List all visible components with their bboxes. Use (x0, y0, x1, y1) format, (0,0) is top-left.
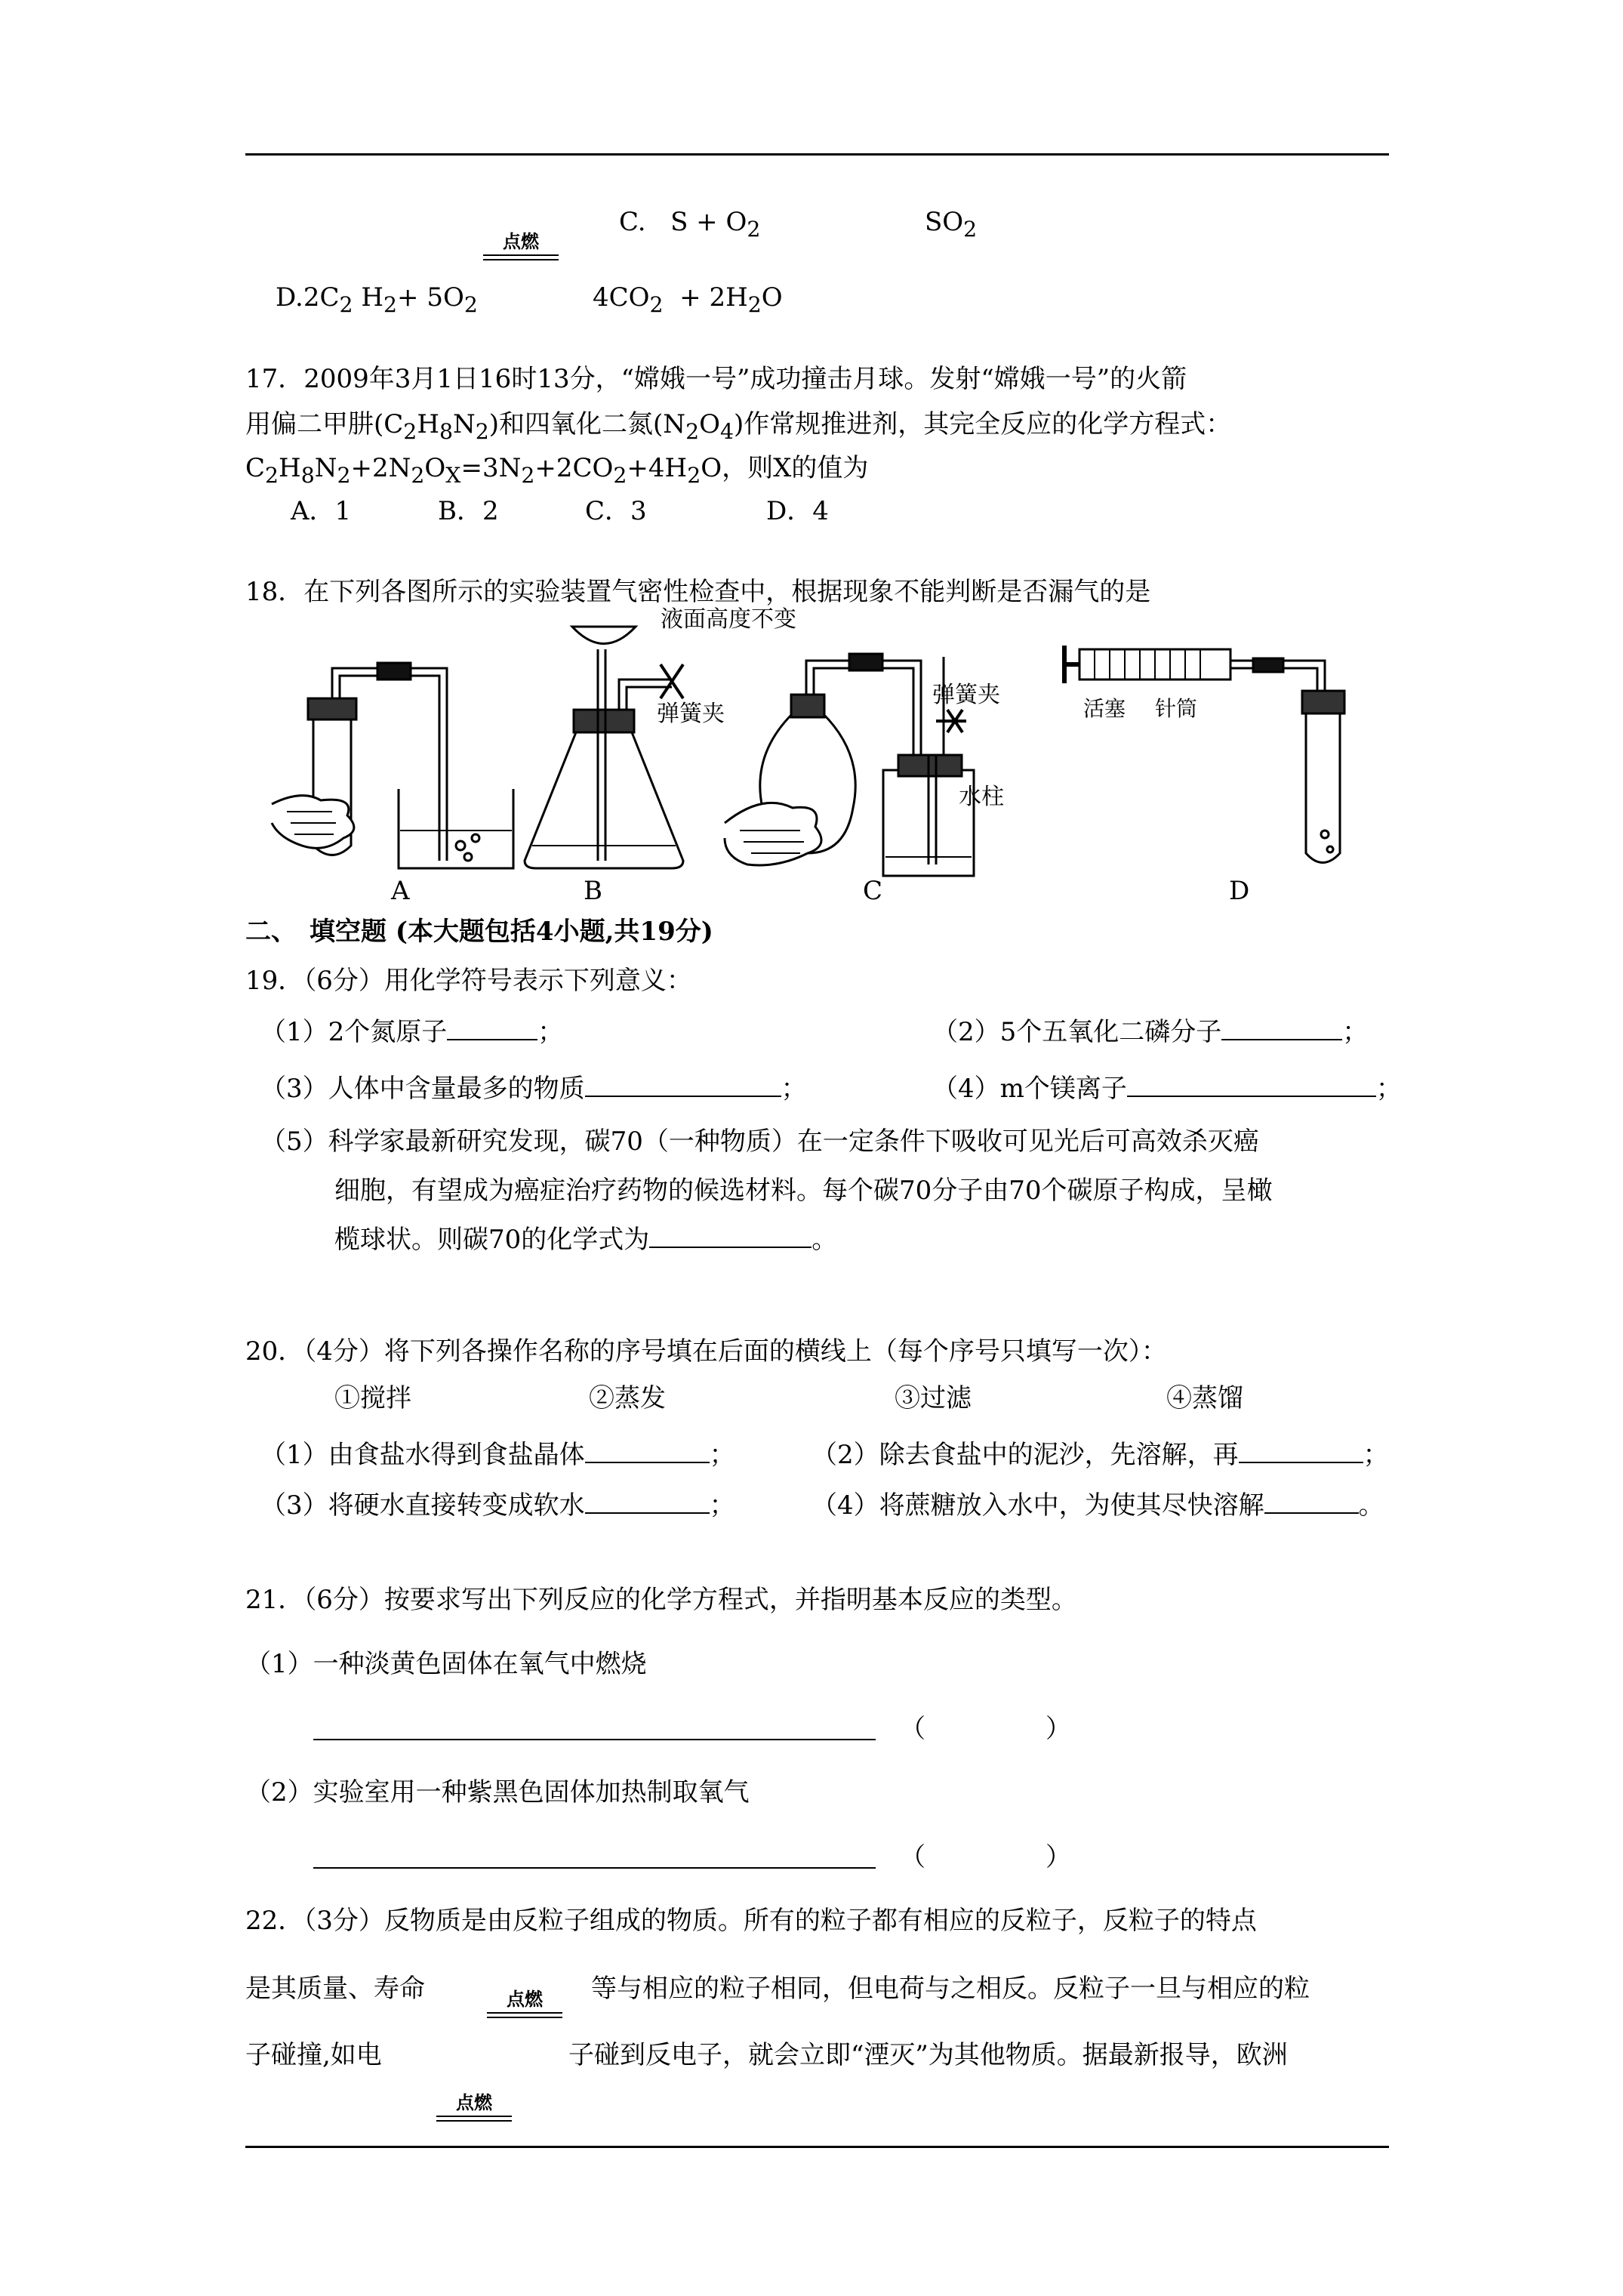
text: )作常规推进剂，其完全反应的化学方程式： (734, 409, 1232, 439)
item-text: 榄球状。则碳70的化学式为 (334, 1225, 650, 1255)
q17-line3 (245, 451, 868, 492)
q21-item2: （2）实验室用一种紫黑色固体加热制取氧气 (245, 1777, 750, 1808)
q22-line2-b: 等与相应的粒子相同，但电荷与之相反。反粒子一旦与相应的粒 (591, 1974, 1310, 2004)
item-text: （2）5个五氧化二磷分子 (932, 1017, 1222, 1047)
item-text: （4）m个镁离子 (932, 1074, 1127, 1104)
q18-stem: 18．在下列各图所示的实验装置气密性检查中，根据现象不能判断是否漏气的是 (245, 577, 1151, 607)
subscript: 2 (649, 291, 664, 317)
fire-condition-label: 点燃 (456, 2091, 492, 2113)
q20-item1 (260, 1438, 735, 1472)
fig-label-a: A (391, 876, 410, 906)
q17-line2 (245, 408, 1231, 448)
q20-stem: 20．（4分）将下列各操作名称的序号填在后面的横线上（每个序号只填写一次）： (245, 1336, 1167, 1367)
subscript: 2 (337, 462, 351, 488)
subscript: 4 (719, 418, 734, 444)
text: +2N (350, 453, 411, 483)
q19-item5-line3 (334, 1223, 837, 1256)
text: )和四氧化二氮(N (488, 409, 686, 439)
answer-blank[interactable] (585, 1439, 710, 1463)
option-d-label: D. (276, 282, 303, 313)
q16-option-d-products (593, 281, 783, 322)
punct: 。 (1358, 1490, 1384, 1521)
equal-sign-bar (487, 2012, 562, 2018)
punct: ； (709, 1440, 735, 1470)
fig-label-c: C (863, 876, 883, 906)
subscript: 2 (475, 418, 489, 444)
q16-option-c-product (925, 205, 977, 246)
punct: ； (709, 1490, 735, 1521)
q17-option-c: C．3 (585, 496, 647, 526)
fig-b-note: 液面高度不变 (661, 606, 796, 633)
subscript: 2 (463, 291, 478, 317)
punct: ； (781, 1074, 807, 1104)
q19-item5-line1: （5）科学家最新研究发现，碳70（一种物质）在一定条件下吸收可见光后可高效杀灭癌 (260, 1126, 1259, 1157)
q21-paren-open-1: （ (900, 1714, 925, 1744)
apparatus-b (525, 627, 683, 868)
fig-d-barrel-label: 针筒 (1155, 696, 1198, 721)
q21-paren-close-1: ） (1046, 1714, 1071, 1744)
q22-line1: 22．（3分）反物质是由反粒子组成的物质。所有的粒子都有相应的反粒子，反粒子的特点 (245, 1906, 1257, 1936)
item-text: （2）除去食盐中的泥沙，先溶解，再 (812, 1440, 1239, 1470)
formula-part: 4CO (593, 282, 650, 313)
q19-stem: 19．（6分）用化学符号表示下列意义： (245, 966, 692, 996)
q17-option-b: B．2 (438, 496, 499, 526)
q20-choice-2: ②蒸发 (589, 1383, 666, 1413)
q22-line3-b: 子碰到反电子，就会立即“湮灭”为其他物质。据最新报导，欧洲 (568, 2040, 1288, 2070)
equal-sign-bar (436, 2116, 512, 2122)
q20-item2 (812, 1438, 1389, 1472)
apparatus-d (1064, 646, 1344, 863)
fig-label-b: B (584, 876, 602, 906)
q19-item5-line2: 细胞，有望成为癌症治疗药物的候选材料。每个碳70分子由70个碳原子构成，呈橄 (334, 1176, 1273, 1206)
subscript: 2 (747, 216, 761, 242)
equal-sign-bar (483, 254, 559, 260)
option-c-product: SO (925, 207, 964, 237)
text: H (417, 409, 439, 439)
text: O，则X的值为 (701, 453, 869, 483)
q20-item3 (260, 1489, 735, 1522)
header-rule (245, 153, 1389, 156)
subscript: 2 (685, 418, 700, 444)
formula-part: 2C (303, 282, 340, 313)
q17-option-a: A．1 (291, 496, 352, 526)
text: H (279, 453, 301, 483)
fire-condition-label: 点燃 (503, 230, 539, 252)
q21-answer-line-1[interactable] (313, 1739, 876, 1740)
subscript: 8 (439, 418, 453, 444)
footer-rule (245, 2146, 1389, 2148)
q17-option-d: D．4 (766, 496, 829, 526)
q20-choice-3: ③过滤 (895, 1383, 972, 1413)
answer-blank[interactable] (585, 1073, 781, 1097)
answer-blank[interactable] (447, 1016, 537, 1040)
q20-item4 (812, 1489, 1384, 1522)
subscript: 2 (403, 418, 417, 444)
subscript: 2 (613, 462, 627, 488)
q17-line1: 17．2009年3月1日16时13分，“嫦娥一号”成功撞击月球。发射“嫦娥一号”的火箭 (245, 364, 1187, 394)
option-c-label: C. (619, 207, 646, 237)
subscript: 2 (521, 462, 535, 488)
section-2-title: 二、 填空题 (本大题包括4小题,共19分) (245, 917, 713, 947)
subscript: 2 (383, 291, 398, 317)
text: O (424, 453, 446, 483)
text: +2CO (534, 453, 614, 483)
formula-part: O (761, 282, 783, 313)
q19-item3 (260, 1072, 807, 1105)
text: =3N (460, 453, 522, 483)
answer-blank[interactable] (649, 1224, 812, 1248)
subscript: 2 (339, 291, 353, 317)
q19-item2 (932, 1015, 1368, 1049)
apparatus-figure (249, 604, 1381, 891)
answer-blank[interactable] (1127, 1073, 1376, 1097)
answer-blank[interactable] (1239, 1439, 1363, 1463)
text: 用偏二甲肼(C (245, 409, 404, 439)
text: O (699, 409, 720, 439)
q16-option-d (276, 281, 478, 322)
apparatus-a (272, 663, 513, 868)
item-text: （1）由食盐水得到食盐晶体 (260, 1440, 585, 1470)
text: N (453, 409, 476, 439)
answer-blank[interactable] (1221, 1016, 1342, 1040)
fig-b-clamp-label: 弹簧夹 (657, 701, 725, 727)
item-text: （3）将硬水直接转变成软水 (260, 1490, 585, 1521)
formula-part: H (353, 282, 384, 313)
formula-part: + 2H (663, 282, 748, 313)
q20-choice-4: ④蒸馏 (1166, 1383, 1243, 1413)
q21-paren-open-2: （ (900, 1842, 925, 1872)
subscript: 2 (747, 291, 762, 317)
punct: ； (1375, 1074, 1402, 1104)
q16-option-c (619, 205, 760, 246)
fig-label-d: D (1229, 876, 1250, 906)
q21-paren-close-2: ） (1046, 1842, 1071, 1872)
subscript: 2 (265, 462, 279, 488)
subscript: 2 (411, 462, 425, 488)
option-c-reactants: S + O (670, 207, 747, 237)
fig-c-clamp-label: 弹簧夹 (932, 682, 1000, 708)
q22-line2-a: 是其质量、寿命 (245, 1974, 425, 2004)
subscript: X (445, 462, 461, 488)
fire-condition-mark-2 (487, 1984, 562, 2018)
q19-item1 (260, 1015, 563, 1049)
punct: 。 (812, 1225, 838, 1255)
fire-condition-label: 点燃 (507, 1988, 543, 2010)
fire-condition-mark-3 (436, 2088, 512, 2122)
subscript: 2 (687, 462, 701, 488)
text: C (245, 453, 266, 483)
punct: ； (1342, 1017, 1369, 1047)
text: N (314, 453, 337, 483)
item-text: （4）将蔗糖放入水中，为使其尽快溶解 (812, 1490, 1264, 1521)
q21-stem: 21．（6分）按要求写出下列反应的化学方程式，并指明基本反应的类型。 (245, 1585, 1077, 1615)
answer-blank[interactable] (585, 1490, 710, 1514)
q21-item1: （1）一种淡黄色固体在氧气中燃烧 (245, 1649, 647, 1679)
subscript: 2 (963, 216, 978, 242)
q19-item4 (932, 1072, 1402, 1105)
formula-part: + 5O (397, 282, 464, 313)
q21-answer-line-2[interactable] (313, 1867, 876, 1869)
answer-blank[interactable] (1264, 1490, 1359, 1514)
subscript: 8 (300, 462, 315, 488)
q22-line3-a: 子碰撞,如电 (245, 2040, 382, 2070)
item-text: （1）2个氮原子 (260, 1017, 448, 1047)
text: +4H (627, 453, 688, 483)
fire-condition-mark (483, 227, 559, 260)
punct: ； (537, 1017, 564, 1047)
item-text: （3）人体中含量最多的物质 (260, 1074, 585, 1104)
punct: ； (1363, 1440, 1389, 1470)
fig-c-water-label: 水柱 (959, 784, 1004, 810)
q20-choice-1: ①搅拌 (334, 1383, 411, 1413)
fig-d-plunger-label: 活塞 (1083, 696, 1126, 721)
